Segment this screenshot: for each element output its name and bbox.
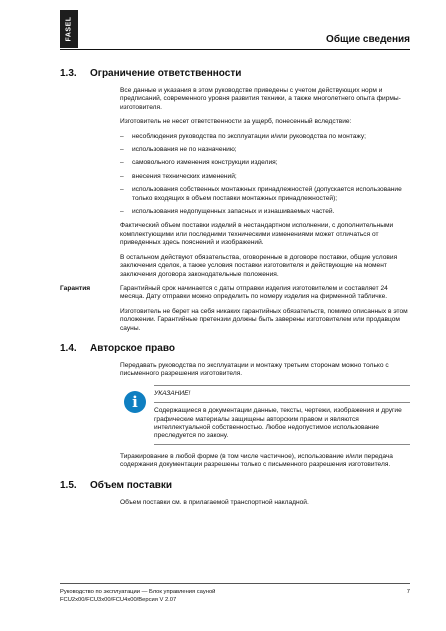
- note-text: Содержащиеся в документации данные, тексты, чертежи, изображения и другие графические материалы защищены авторским правом и являются интеллектуальной собственностью. Любое недопустимое использование преследуется по закону.: [154, 407, 402, 440]
- note-block: [120, 385, 410, 445]
- list-item: – внесения технических изменений;: [120, 172, 237, 180]
- section-1-5-body: [120, 499, 410, 507]
- dash-bullet: –: [120, 208, 124, 216]
- section-number: 1.3.: [60, 68, 77, 79]
- section-1-5-heading: [60, 479, 410, 492]
- list-item: – использования собственных монтажных принадлежностей (допускается использование только входящих в объем поставки монтажных принадлежностей);: [120, 186, 402, 202]
- section-1-3-heading: [60, 67, 410, 80]
- header-divider: [60, 49, 410, 50]
- paragraph: Изготовитель не несет ответственности за ущерб, понесенный вследствие:: [120, 118, 352, 126]
- dash-bullet: –: [120, 172, 124, 180]
- paragraph: Тиражирование в любой форме (в том числе частичное), использование и/или передача содержания документации разрешены только с письменного разрешения изготовителя.: [120, 452, 393, 469]
- paragraph: Передавать руководства по эксплуатации и монтажу третьим сторонам можно только с письменного разрешения изготовителя.: [120, 361, 389, 378]
- paragraph: Фактический объем поставки изделий в нестандартном исполнении, с дополнительными комплектующими или последними техническими изменениями может отличаться от приведенных здесь пояснений и изображений.: [120, 222, 394, 247]
- page-header-title: Общие сведения: [326, 34, 410, 45]
- page-footer: [60, 588, 410, 604]
- dash-bullet: –: [120, 186, 124, 194]
- dash-bullet: –: [120, 159, 124, 167]
- section-number: 1.5.: [60, 479, 77, 491]
- paragraph: Все данные и указания в этом руководстве приведены с учетом действующих норм и предписаний, современного уровня развития техники, а также многолетнего опыта фирмы-изготовителя.: [120, 87, 401, 111]
- list-item: – использования недопущенных запасных и изнашиваемых частей.: [120, 208, 335, 216]
- footer-divider: [60, 583, 410, 584]
- liability-list: [120, 133, 410, 217]
- footer-line-1: Руководство по эксплуатации — Блок управления сауной: [60, 589, 216, 595]
- list-item: – несоблюдения руководства по эксплуатации и/или руководства по монтажу;: [120, 132, 366, 140]
- section-title: Ограничение ответственности: [90, 68, 242, 79]
- footer-line-2: FCU2x00/FCU3x00/FCU4x00/Версия V 2.07: [60, 597, 177, 603]
- info-icon: i: [124, 391, 146, 413]
- paragraph: Объем поставки см. в прилагаемой транспортной накладной.: [120, 498, 309, 506]
- section-title: Объем поставки: [90, 479, 173, 491]
- paragraph: В остальном действуют обязательства, оговоренные в договоре поставки, общие условия заключения сделок, а также условия поставки изготовителя и действующие на момент заключения договора законодательные положения.: [120, 253, 398, 278]
- section-1-4-body: [120, 362, 410, 470]
- logo-text: FASEL: [65, 16, 73, 42]
- section-1-3-body: [120, 87, 410, 279]
- list-item: – самовольного изменения конструкции изделия;: [120, 159, 278, 167]
- note-box: [154, 385, 410, 445]
- list-item: – использования не по назначению;: [120, 146, 237, 154]
- warranty-row: [60, 285, 410, 333]
- fasel-logo: [60, 10, 78, 48]
- section-number: 1.4.: [60, 342, 77, 354]
- paragraph: Изготовитель не берет на себя никаких гарантийных обязательств, помимо описанных в этом положении. Гарантийные претензии должны быть заверены изготовителем или продавцом сауны.: [120, 307, 408, 332]
- paragraph: Гарантийный срок начинается с даты отправки изделия изготовителем и составляет 24 месяца. Дату отправки можно определить по номеру изделия на фирменной табличке.: [120, 284, 388, 301]
- dash-bullet: –: [120, 146, 124, 154]
- warranty-label: Гарантия: [60, 284, 91, 292]
- note-divider: [154, 402, 410, 403]
- section-title: Авторское право: [90, 342, 175, 354]
- page-number: 7: [406, 589, 410, 595]
- page-content: [60, 67, 410, 513]
- section-1-4-heading: [60, 342, 410, 355]
- note-title: УКАЗАНИЕ!: [154, 389, 191, 397]
- dash-bullet: –: [120, 132, 124, 140]
